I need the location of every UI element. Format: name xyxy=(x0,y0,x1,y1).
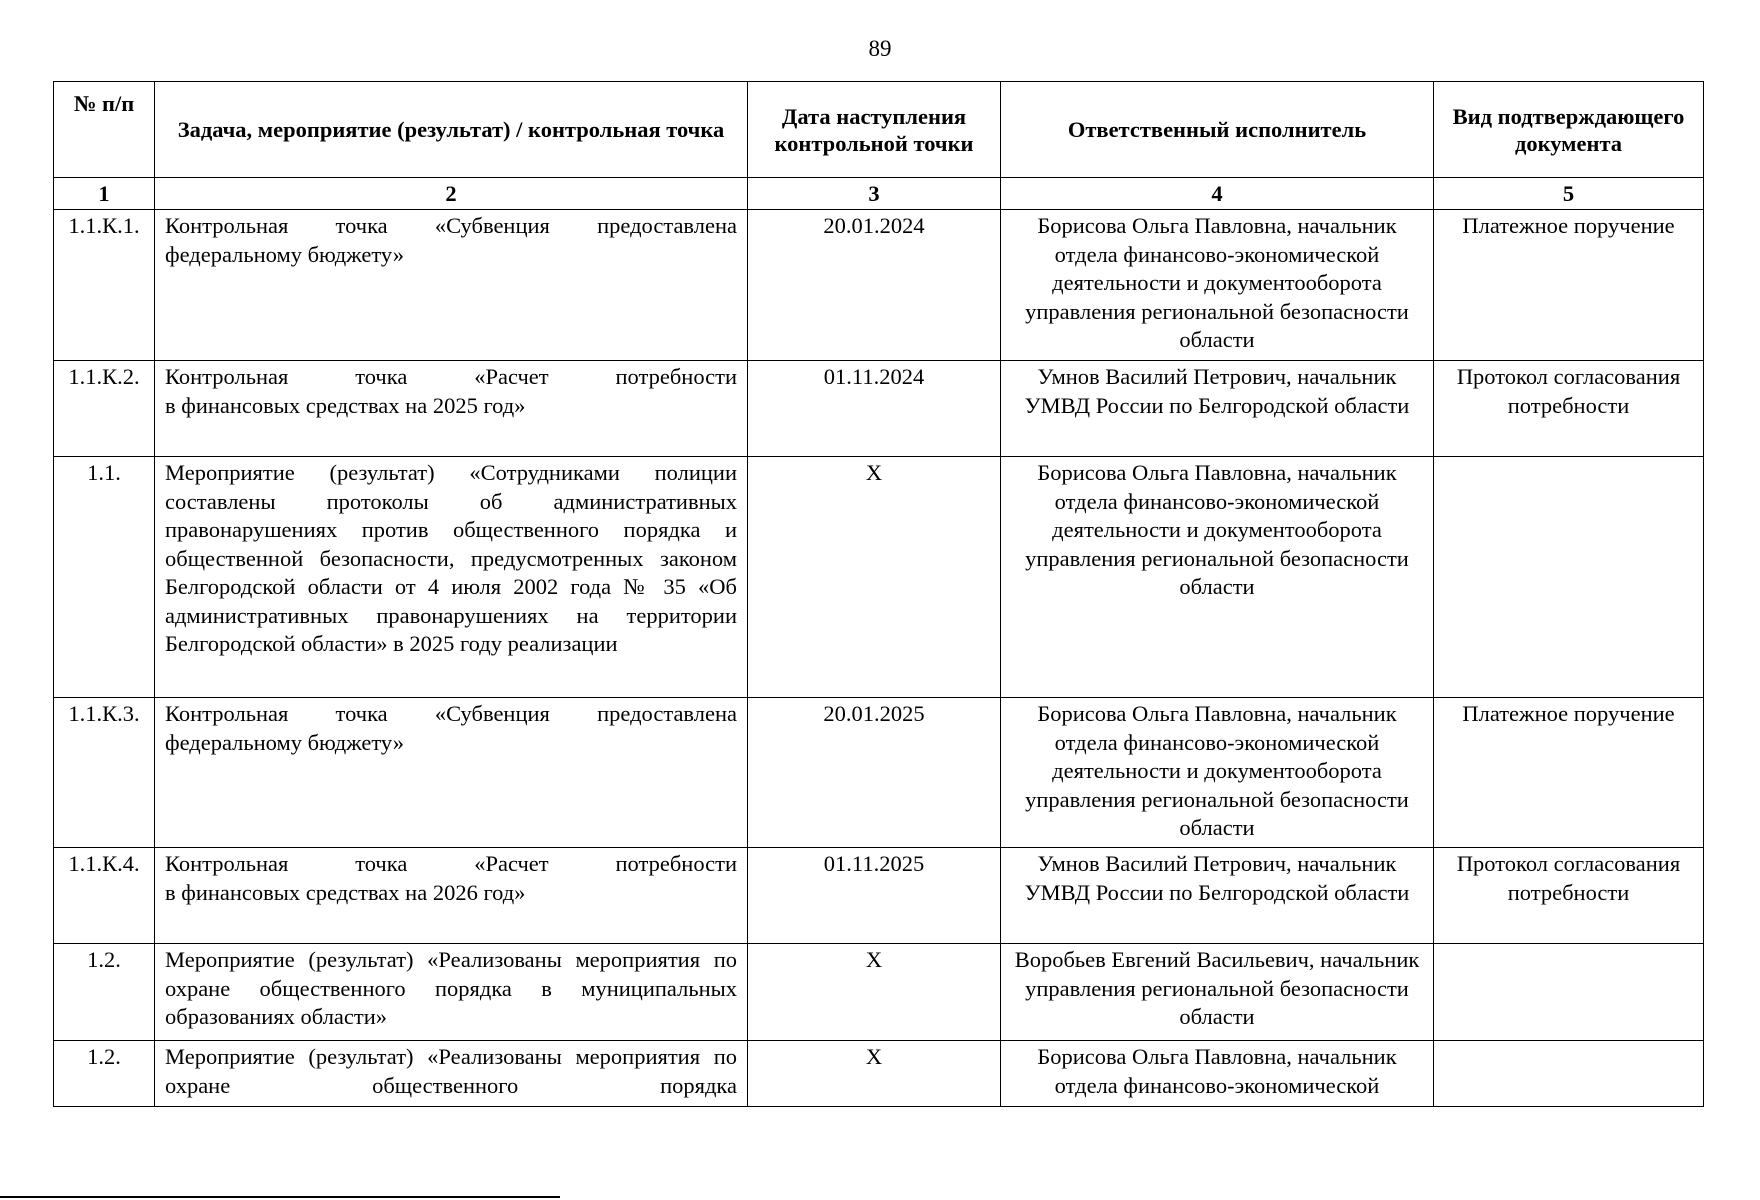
row-document: Платежное поручение xyxy=(1434,210,1704,361)
task-text: в финансовых средствах на 2025 год» xyxy=(165,392,526,418)
column-number: 5 xyxy=(1434,178,1704,210)
row-date: 20.01.2025 xyxy=(748,698,1001,848)
row-number: 1.1.К.1. xyxy=(54,210,155,361)
row-date: 01.11.2024 xyxy=(748,361,1001,457)
row-executor: Борисова Ольга Павловна, начальник отдела финансово-экономической xyxy=(1001,1041,1434,1107)
table-row xyxy=(54,210,1704,361)
table-header-row xyxy=(54,82,1704,178)
header-num: № п/п xyxy=(54,82,155,178)
row-date: Х xyxy=(748,944,1001,1041)
task-text: Мероприятие (результат) «Реализованы мероприятия по охране общественного порядка xyxy=(165,1044,737,1098)
header-executor: Ответственный исполнитель xyxy=(1001,82,1434,178)
row-task xyxy=(155,944,748,1041)
row-executor: Умнов Василий Петрович, начальник УМВД России по Белгородской области xyxy=(1001,361,1434,457)
table-row xyxy=(54,848,1704,944)
task-first-line: Контрольная точка «Расчет потребности xyxy=(165,364,737,389)
row-document xyxy=(1434,457,1704,698)
column-number: 2 xyxy=(155,178,748,210)
page-bottom-rule xyxy=(0,1196,560,1198)
row-document: Платежное поручение xyxy=(1434,698,1704,848)
row-executor: Борисова Ольга Павловна, начальник отдела финансово-экономической деятельности и документооборота управления региональной безопасности области xyxy=(1001,457,1434,698)
row-executor: Воробьев Евгений Васильевич, начальник управления региональной безопасности области xyxy=(1001,944,1434,1041)
row-document xyxy=(1434,1041,1704,1107)
table-row xyxy=(54,944,1704,1041)
header-task: Задача, мероприятие (результат) / контрольная точка xyxy=(155,82,748,178)
row-task xyxy=(155,361,748,457)
task-text: федеральному бюджету» xyxy=(165,729,404,755)
row-executor: Борисова Ольга Павловна, начальник отдела финансово-экономической деятельности и документооборота управления региональной безопасности области xyxy=(1001,698,1434,848)
table-row xyxy=(54,1041,1704,1107)
row-date: 01.11.2025 xyxy=(748,848,1001,944)
page-number: 89 xyxy=(868,36,892,61)
task-text: в финансовых средствах на 2026 год» xyxy=(165,879,526,905)
column-number: 3 xyxy=(748,178,1001,210)
column-number: 1 xyxy=(54,178,155,210)
task-first-line: Контрольная точка «Субвенция предоставлена xyxy=(165,213,737,238)
row-number: 1.1.К.3. xyxy=(54,698,155,848)
header-document: Вид подтверждающего документа xyxy=(1434,82,1704,178)
column-number-row xyxy=(54,178,1704,210)
header-date: Дата наступления контрольной точки xyxy=(748,82,1001,178)
row-document: Протокол согласования потребности xyxy=(1434,848,1704,944)
row-number: 1.1. xyxy=(54,457,155,698)
row-task xyxy=(155,1041,748,1107)
row-date: 20.01.2024 xyxy=(748,210,1001,361)
row-task xyxy=(155,457,748,698)
task-first-line: Контрольная точка «Субвенция предоставлена xyxy=(165,701,737,726)
row-task xyxy=(155,848,748,944)
row-number: 1.2. xyxy=(54,944,155,1041)
row-document: Протокол согласования потребности xyxy=(1434,361,1704,457)
row-task xyxy=(155,210,748,361)
table-row xyxy=(54,457,1704,698)
row-number: 1.1.К.2. xyxy=(54,361,155,457)
plan-table xyxy=(53,81,1704,1107)
row-executor: Умнов Василий Петрович, начальник УМВД России по Белгородской области xyxy=(1001,848,1434,944)
row-number: 1.2. xyxy=(54,1041,155,1107)
table-row xyxy=(54,361,1704,457)
row-number: 1.1.К.4. xyxy=(54,848,155,944)
column-number: 4 xyxy=(1001,178,1434,210)
row-date: Х xyxy=(748,1041,1001,1107)
task-text: Мероприятие (результат) «Реализованы мероприятия по охране общественного порядка в муниципальных образованиях области» xyxy=(165,947,737,1029)
task-first-line: Контрольная точка «Расчет потребности xyxy=(165,851,737,876)
row-document xyxy=(1434,944,1704,1041)
table-row xyxy=(54,698,1704,848)
task-text: федеральному бюджету» xyxy=(165,241,404,267)
task-text: Мероприятие (результат) «Сотрудниками полиции составлены протоколы об административных правонарушениях против общественного порядка и общественной безопасности, предусмотренных законом Белгородской области от 4 июля 2002 года № 35 «Об административных правонарушениях на территории Белгородской области» в 2025 году реализации xyxy=(165,460,737,656)
row-executor: Борисова Ольга Павловна, начальник отдела финансово-экономической деятельности и документооборота управления региональной безопасности области xyxy=(1001,210,1434,361)
row-task xyxy=(155,698,748,848)
row-date: Х xyxy=(748,457,1001,698)
